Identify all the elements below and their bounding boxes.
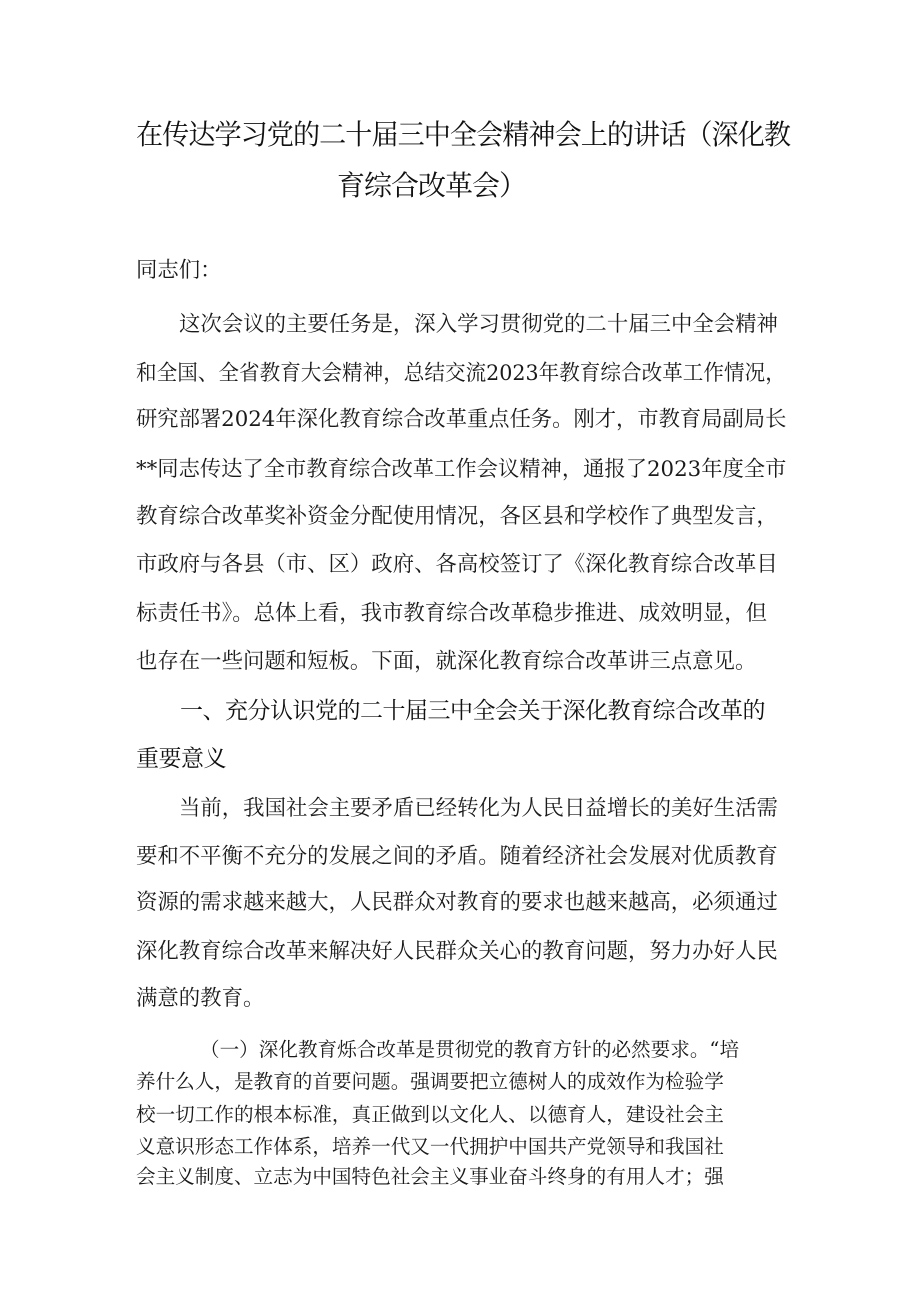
section-heading-line-1: 一、充分认识党的二十届三中全会关于深化教育综合改革的 <box>180 698 765 724</box>
paragraph-line: 研究部署2024年深化教育综合改革重点任务。刚才，市教育局副局长 <box>136 407 787 432</box>
paragraph-line: 资源的需求越来越大，人民群众对教育的要求也越来越高，必须通过 <box>136 890 778 915</box>
section-heading-line-2: 重要意义 <box>136 746 226 772</box>
paragraph-line: 标责任书》。总体上看，我市教育综合改革稳步推进、成效明显，但 <box>136 601 768 626</box>
paragraph-line: 这次会议的主要任务是，深入学习贯彻党的二十届三中全会精神 <box>179 312 778 337</box>
subsection-line: 校一切工作的根本标准，真正做到以文化人、以德育人，建设社会主 <box>136 1103 724 1126</box>
paragraph-line: 也存在一些问题和短板。下面，就深化教育综合改革讲三点意见。 <box>136 649 757 674</box>
document-title-line-1: 在传达学习党的二十届三中全会精神会上的讲话（深化教 <box>136 118 791 151</box>
paragraph-line: 市政府与各县（市、区）政府、各高校签订了《深化教育综合改革目 <box>136 552 778 577</box>
paragraph-line: 和全国、全省教育大会精神，总结交流2023年教育综合改革工作情况， <box>136 361 786 386</box>
paragraph-line: 当前，我国社会主要矛盾已经转化为人民日益增长的美好生活需 <box>179 796 778 821</box>
subsection-line: 养什么人，是教育的首要问题。强调要把立德树人的成效作为检验学 <box>136 1070 724 1093</box>
paragraph-line: 教育综合改革奖补资金分配使用情况，各区县和学校作了典型发言， <box>136 504 778 529</box>
salutation: 同志们： <box>136 258 222 283</box>
paragraph-line: 深化教育综合改革来解决好人民群众关心的教育问题，努力办好人民 <box>136 939 778 964</box>
paragraph-line: 满意的教育。 <box>136 986 265 1011</box>
subsection-line: 会主义制度、立志为中国特色社会主义事业奋斗终身的有用人才；强 <box>136 1165 724 1188</box>
paragraph-line: 要和不平衡不充分的发展之间的矛盾。随着经济社会发展对优质教育 <box>136 844 778 869</box>
paragraph-line: **同志传达了全市教育综合改革工作会议精神，通报了2023年度全市 <box>136 457 787 482</box>
subsection-line: （一）深化教育烁合改革是贯彻党的教育方针的必然要求。“培 <box>200 1038 740 1061</box>
document-title-line-2: 育综合改革会） <box>337 169 527 202</box>
subsection-line: 义意识形态工作体系，培养一代又一代拥护中国共产党领导和我国社 <box>136 1135 724 1158</box>
